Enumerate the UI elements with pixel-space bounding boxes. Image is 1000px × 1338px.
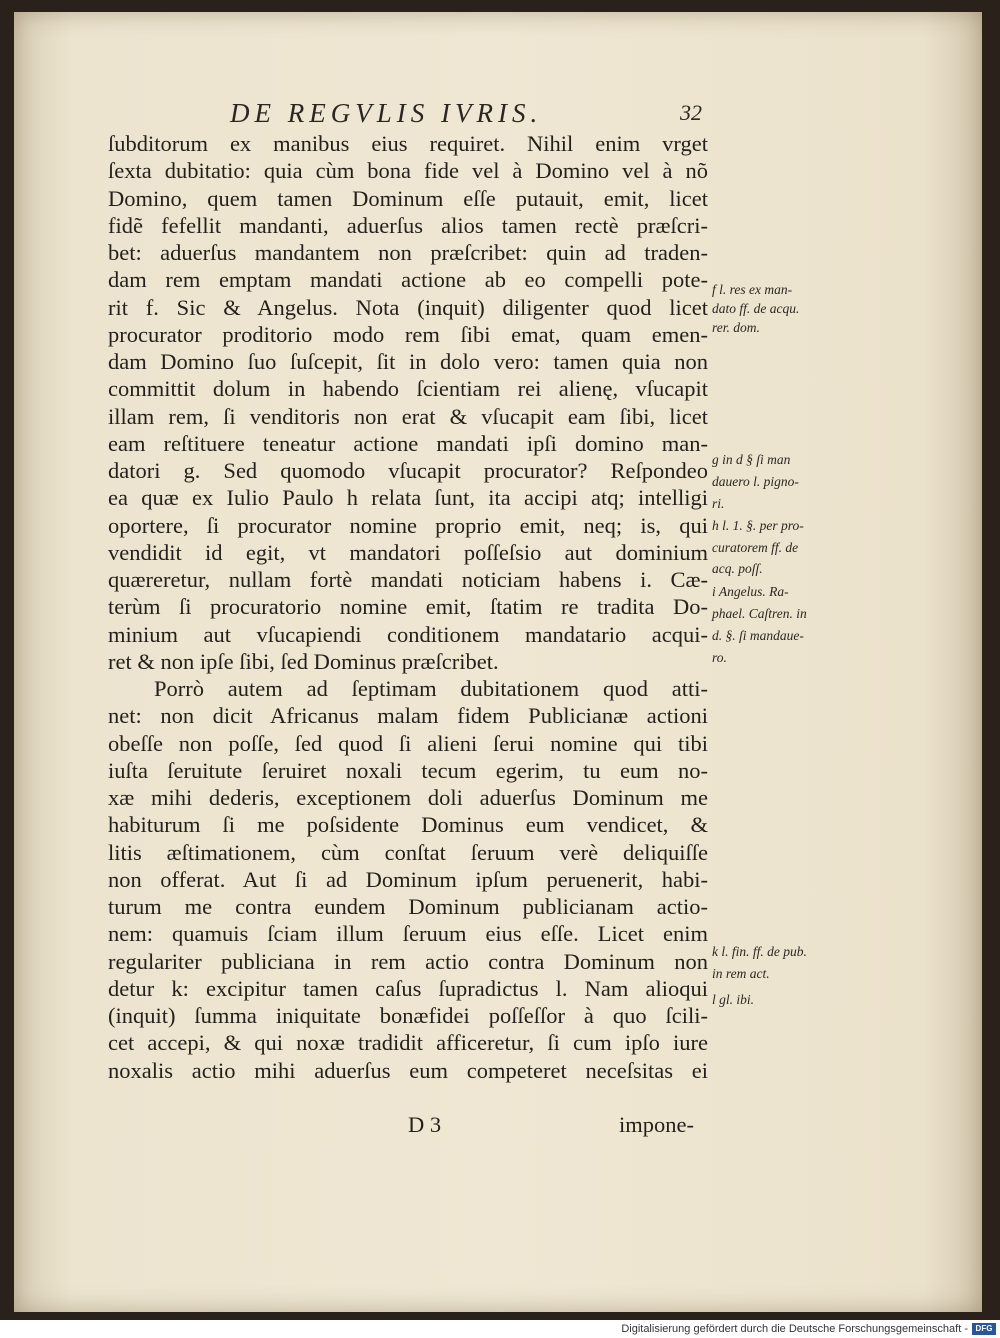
signature-mark: D 3 bbox=[408, 1112, 442, 1137]
text-line: vendidit id egit, vt mandatori poſſeſsio aut dominium bbox=[108, 539, 708, 565]
body-text bbox=[108, 130, 708, 1084]
margin-notes bbox=[712, 12, 872, 1212]
margin-note-line: h l. 1. §. per pro- bbox=[712, 518, 804, 533]
margin-note-line: g in d § ſi man bbox=[712, 452, 791, 467]
paragraph-start-line: Porrò autem ad ſeptimam dubitationem quod atti- bbox=[154, 676, 708, 701]
text-line: (inquit) ſumma iniquitate bonæfidei poſſeſſor à quo ſcili- bbox=[108, 1003, 708, 1028]
dfg-logo: DFG bbox=[972, 1323, 996, 1335]
margin-note-line: k l. fin. ff. de pub. bbox=[712, 944, 807, 959]
margin-note-line: d. §. ſi mandaue- bbox=[712, 628, 804, 643]
margin-note-line: ri. bbox=[712, 496, 725, 511]
text-line: minium aut vſucapiendi conditionem mandatario acqui- bbox=[108, 621, 708, 647]
text-line: obeſſe non poſſe, ſed quod ſi alieni ſerui nomine qui tibi bbox=[108, 730, 708, 756]
text-line: nem: quamuis ſciam illum ſeruum eius eſſe. Licet enim bbox=[108, 921, 708, 947]
margin-note-line: phael. Caſtren. in bbox=[712, 606, 807, 621]
text-line: terùm ſi procuratorio nomine emit, ſtatim re tradita Do- bbox=[108, 594, 708, 620]
text-line: illam rem, ſi venditoris non erat & vſucapit eam ſibi, licet bbox=[108, 403, 708, 429]
catchword: impone- bbox=[619, 1112, 694, 1137]
text-line: turum me contra eundem Dominum publicianam actio- bbox=[108, 894, 708, 919]
text-line: bet: aduerſus mandantem non præſcribet: quin ad traden- bbox=[108, 240, 708, 265]
text-line: iuſta ſeruitute ſeruiret noxali tecum egerim, tu eum no- bbox=[108, 757, 708, 783]
text-line: datori g. Sed quomodo vſucapit procurator? Reſpondeo bbox=[108, 458, 708, 483]
margin-note-line: rer. dom. bbox=[712, 320, 760, 335]
margin-note-line: dato ff. de acqu. bbox=[712, 301, 800, 316]
text-line: noxalis actio mihi aduerſus eum competeret neceſsitas ei bbox=[108, 1057, 708, 1083]
text-line: xæ mihi dederis, exceptionem doli aduerſus Dominum me bbox=[108, 785, 708, 810]
page-footer bbox=[14, 1112, 982, 1142]
text-line: litis æſtimationem, cùm conſtat ſeruum verè deliquiſſe bbox=[108, 839, 708, 865]
margin-note-line: in rem act. bbox=[712, 966, 770, 981]
funding-text: Digitalisierung gefördert durch die Deutsche Forschungsgemeinschaft - bbox=[621, 1323, 968, 1335]
text-line: dam Domino ſuo ſuſcepit, ſit in dolo vero: tamen quia non bbox=[108, 349, 708, 374]
margin-note-line: curatorem ff. de bbox=[712, 540, 799, 555]
funding-banner bbox=[0, 1320, 1000, 1338]
text-line: oportere, ſi procurator nomine proprio emit, neq; is, qui bbox=[108, 512, 708, 538]
text-line: fidẽ fefellit mandanti, aduerſus alios tamen rectè præſcri- bbox=[108, 212, 708, 238]
margin-note-line: dauero l. pigno- bbox=[712, 474, 799, 489]
text-line: ſubditorum ex manibus eius requiret. Nihil enim vrget bbox=[108, 131, 708, 156]
book-page bbox=[14, 12, 982, 1312]
margin-note-line: ro. bbox=[712, 650, 727, 665]
text-line: regulariter publiciana in rem actio contra Dominum non bbox=[108, 948, 708, 974]
text-line: non offerat. Aut ſi ad Dominum ipſum peruenerit, habi- bbox=[108, 866, 708, 892]
text-line: rit f. Sic & Angelus. Nota (inquit) diligenter quod licet bbox=[108, 294, 708, 320]
margin-note-line: l gl. ibi. bbox=[712, 992, 755, 1007]
text-line: eam reſtituere teneatur actione mandati ipſi domino man- bbox=[108, 430, 708, 456]
text-line: cet accepi, & qui noxæ tradidit afficeretur, ſi cum ipſo iure bbox=[108, 1030, 708, 1056]
margin-note-line: f l. res ex man- bbox=[712, 282, 793, 297]
text-line: quæreretur, nullam fortè mandati noticiam habens i. Cæ- bbox=[108, 567, 708, 592]
margin-note-line: i Angelus. Ra- bbox=[712, 584, 789, 599]
running-title: DE REGVLIS IVRIS. bbox=[230, 98, 543, 128]
text-line: procurator proditorio modo rem ſibi emat, quam emen- bbox=[108, 321, 708, 347]
text-line: detur k: excipitur tamen caſus ſupradictus l. Nam alioqui bbox=[108, 975, 708, 1001]
margin-note-line: acq. poſſ. bbox=[712, 561, 763, 576]
text-line: dam rem emptam mandati actione ab eo compelli pote- bbox=[108, 267, 708, 293]
text-line: net: non dicit Africanus malam fidem Publicianæ actioni bbox=[108, 703, 708, 729]
text-line: ret & non ipſe ſibi, ſed Dominus præſcribet. bbox=[108, 648, 499, 674]
text-line: ſexta dubitatio: quia cùm bona fide vel à Domino vel à nõ bbox=[108, 158, 708, 184]
text-line: habiturum ſi me poſsidente Dominus eum vendicet, & bbox=[108, 812, 708, 838]
page-number: 32 bbox=[680, 100, 702, 125]
text-line: ea quæ ex Iulio Paulo h relata ſunt, ita accipi atq; intelligi bbox=[108, 485, 708, 511]
text-line: Domino, quem tamen Dominum eſſe putauit, emit, licet bbox=[108, 185, 708, 211]
text-line: committit dolum in habendo ſcientiam rei alienę, vſucapit bbox=[108, 376, 708, 402]
